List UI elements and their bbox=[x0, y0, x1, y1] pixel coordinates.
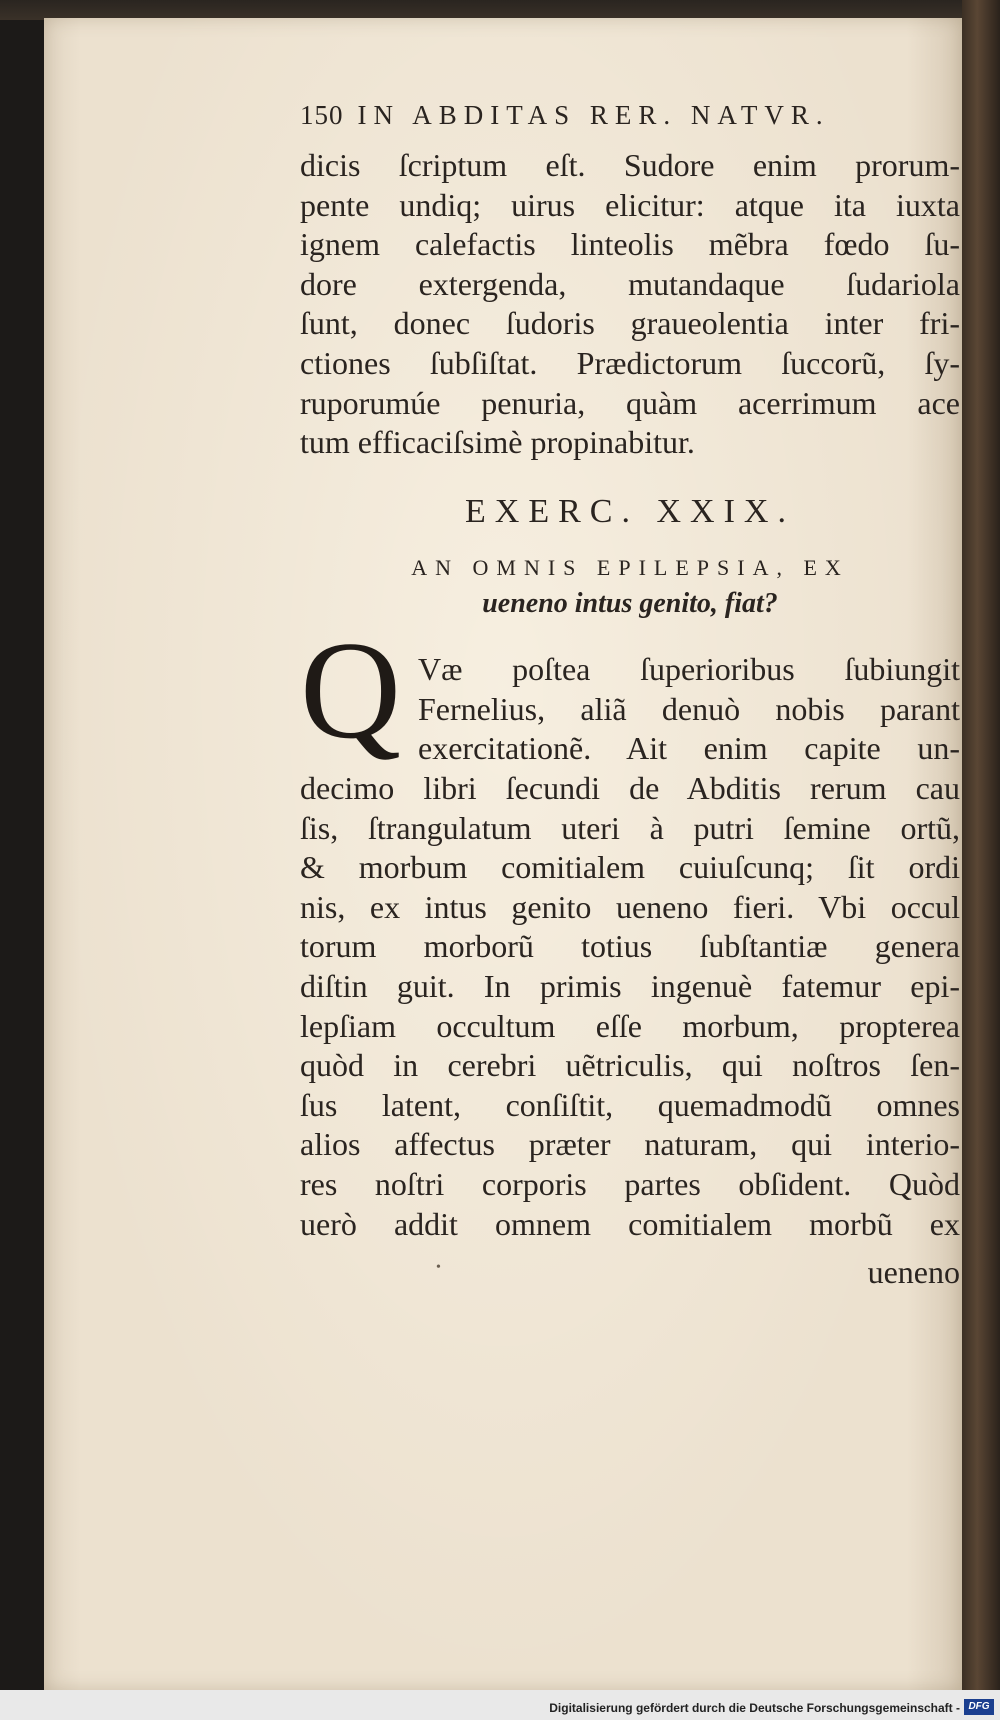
text-line: ſus latent, conſiſtit, quemadmodũ omnes bbox=[300, 1086, 960, 1123]
paragraph-opening-lines bbox=[418, 650, 960, 769]
text-line: dore extergenda, mutandaque ſudariola bbox=[300, 265, 960, 302]
text-line: torum morborũ totius ſubſtantiæ genera bbox=[300, 928, 960, 965]
text-line: Væ poſtea ſuperioribus ſubiungit bbox=[418, 651, 960, 687]
text-line: tum efficaciſsimè propinabitur. bbox=[300, 424, 695, 461]
scan-top-edge bbox=[0, 0, 1000, 20]
text-line: res noſtri corporis partes obſident. Quòd bbox=[300, 1165, 960, 1202]
text-line: ſis, ſtrangulatum uteri à putri ſemine ortũ, bbox=[300, 809, 960, 846]
text-line: ſunt, donec ſudoris graueolentia inter fri- bbox=[300, 305, 960, 342]
book-spine-edge bbox=[962, 0, 1000, 1690]
ink-dot: • bbox=[436, 1260, 441, 1275]
digitization-credit: Digitalisierung gefördert durch die Deutsche Forschungsgemeinschaft - bbox=[549, 1701, 960, 1715]
running-title: IN ABDITAS RER. NATVR. bbox=[357, 100, 830, 130]
text-line: pente undiq; uirus elicitur: atque ita iuxta bbox=[300, 186, 960, 223]
running-head bbox=[300, 100, 930, 140]
text-line: ignem calefactis linteolis mẽbra fœdo ſu- bbox=[300, 226, 960, 263]
text-line: alios affectus præter naturam, qui interio- bbox=[300, 1126, 960, 1163]
drop-cap: Q bbox=[300, 613, 402, 768]
text-line: nis, ex intus genito ueneno fieri. Vbi occul bbox=[300, 888, 960, 925]
text-line: uerò addit omnem comitialem morbũ ex bbox=[300, 1205, 960, 1242]
page-number: 150 bbox=[300, 100, 344, 130]
text-line: diſtin guit. In primis ingenuè fatemur epi- bbox=[300, 967, 960, 1004]
text-line: & morbum comitialem cuiuſcunq; ſit ordi bbox=[300, 849, 960, 886]
dfg-logo: DFG bbox=[964, 1699, 994, 1715]
text-line: dicis ſcriptum eſt. Sudore enim prorum- bbox=[300, 147, 960, 183]
text-line: Fernelius, aliã denuò nobis parant bbox=[418, 690, 960, 727]
paragraph-body bbox=[300, 769, 960, 1244]
text-line: quòd in cerebri uẽtriculis, qui noſtros ſen- bbox=[300, 1047, 960, 1084]
text-line: ruporumúe penuria, quàm acerrimum ace bbox=[300, 384, 960, 421]
text-line: exercitationẽ. Ait enim capite un- bbox=[418, 730, 960, 767]
text-line: ctiones ſubſiſtat. Prædictorum ſuccorũ, ſy- bbox=[300, 344, 960, 381]
section-question-caps: AN OMNIS EPILEPSIA, EX bbox=[411, 555, 849, 580]
catchword: ueneno bbox=[867, 1254, 960, 1290]
text-line: decimo libri ſecundi de Abditis rerum cau bbox=[300, 770, 960, 806]
section-title: EXERC. XXIX. bbox=[465, 493, 795, 530]
text-line: lepſiam occultum eſſe morbum, propterea bbox=[300, 1007, 960, 1044]
section-question-italic: ueneno intus genito, fiat? bbox=[482, 588, 778, 619]
top-paragraph bbox=[300, 146, 960, 463]
